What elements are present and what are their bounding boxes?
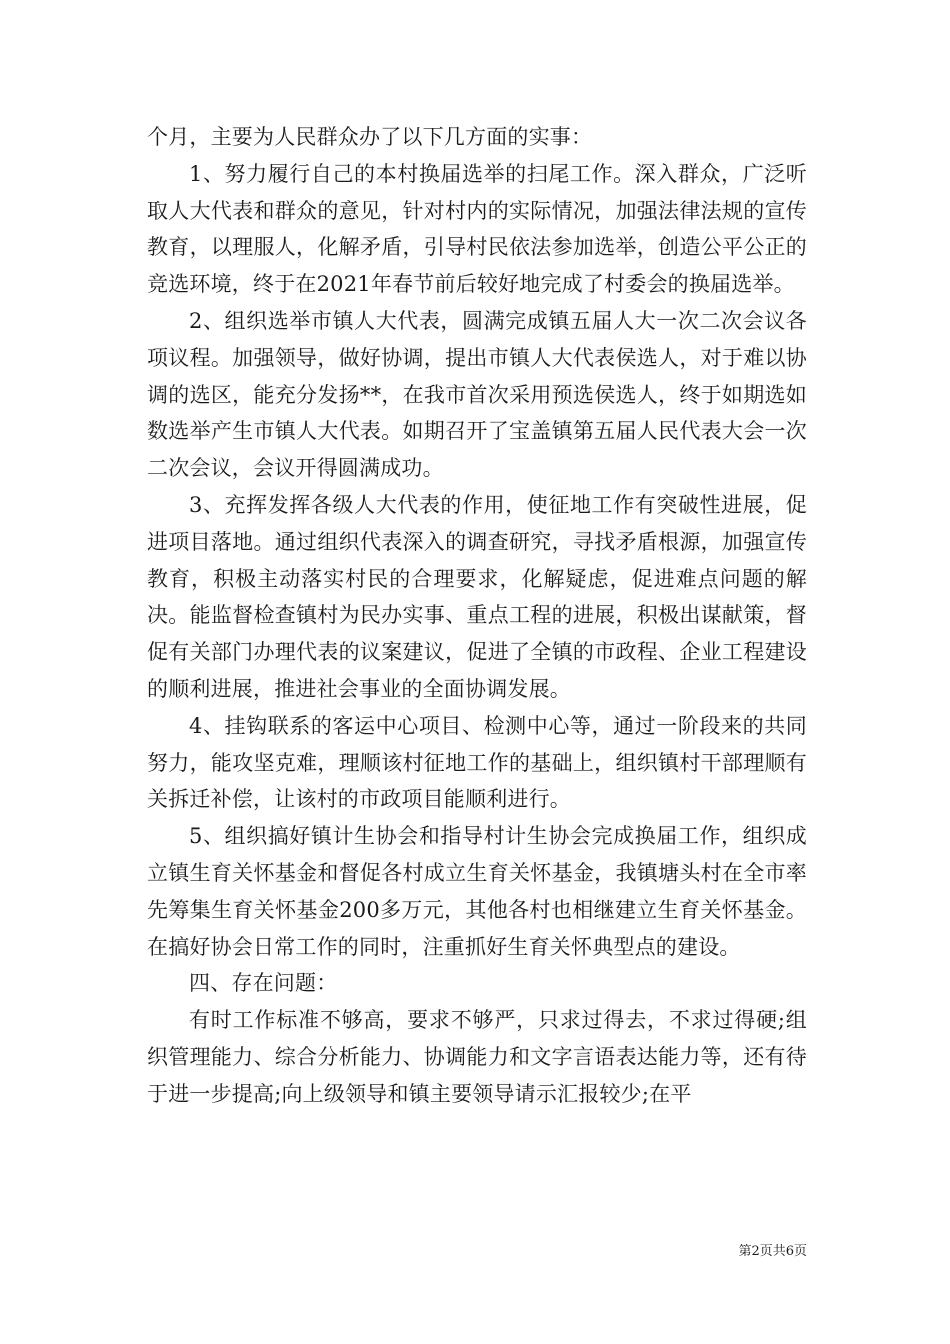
paragraph-item-1: 1、努力履行自己的本村换届选举的扫尾工作。深入群众，广泛听取人大代表和群众的意见，针对村内的实际情况，加强法律法规的宣传教育，以理服人，化解矛盾，引导村民依法参加选举，创造公平公正的竞选环境，终于在2021年春节前后较好地完成了村委会的换届选举。: [147, 161, 807, 297]
paragraph-item-5: 5、组织搞好镇计生协会和指导村计生协会完成换届工作，组织成立镇生育关怀基金和督促各村成立生育关怀基金，我镇塘头村在全市率先筹集生育关怀基金200多万元，其他各村也相继建立生育关怀基金。在搞好协会日常工作的同时，注重抓好生育关怀典型点的建设。: [147, 824, 807, 959]
section-heading-problems: 四、存在问题：: [189, 971, 338, 996]
paragraph-item-4: 4、挂钩联系的客运中心项目、检测中心等，通过一阶段来的共同努力，能攻坚克难，理顺该村征地工作的基础上，组织镇村干部理顺有关拆迁补偿，让该村的市政项目能顺利进行。: [147, 713, 807, 812]
paragraph-item-3: 3、充挥发挥各级人大代表的作用，使征地工作有突破性进展，促进项目落地。通过组织代表深入的调查研究，寻找矛盾根源，加强宣传教育，积极主动落实村民的合理要求，化解疑虑，促进难点问题的解决。能监督检查镇村为民办实事、重点工程的进展，积极出谋献策，督促有关部门办理代表的议案建议，促进了全镇的市政程、企业工程建设的顺利进展，推进社会事业的全面协调发展。: [147, 492, 807, 701]
page-number: 第2页共6页: [738, 1244, 807, 1259]
paragraph-intro: 个月，主要为人民群众办了以下几方面的实事：: [147, 125, 593, 149]
paragraph-item-2: 2、组织选举市镇人大代表，圆满完成镇五届人大一次二次会议各项议程。加强领导，做好协调，提出市镇人大代表侯选人，对于难以协调的选区，能充分发扬**，在我市首次采用预选侯选人，终于如期选如数选举产生市镇人大代表。如期召开了宝盖镇第五届人民代表大会一次二次会议，会议开得圆满成功。: [147, 308, 807, 481]
paragraph-problems: 有时工作标准不够高，要求不够严，只求过得去，不求过得硬;组织管理能力、综合分析能力、协调能力和文字言语表达能力等，还有待于进一步提高;向上级领导和镇主要领导请示汇报较少;在平: [147, 1008, 807, 1106]
document-body: [147, 119, 807, 1113]
